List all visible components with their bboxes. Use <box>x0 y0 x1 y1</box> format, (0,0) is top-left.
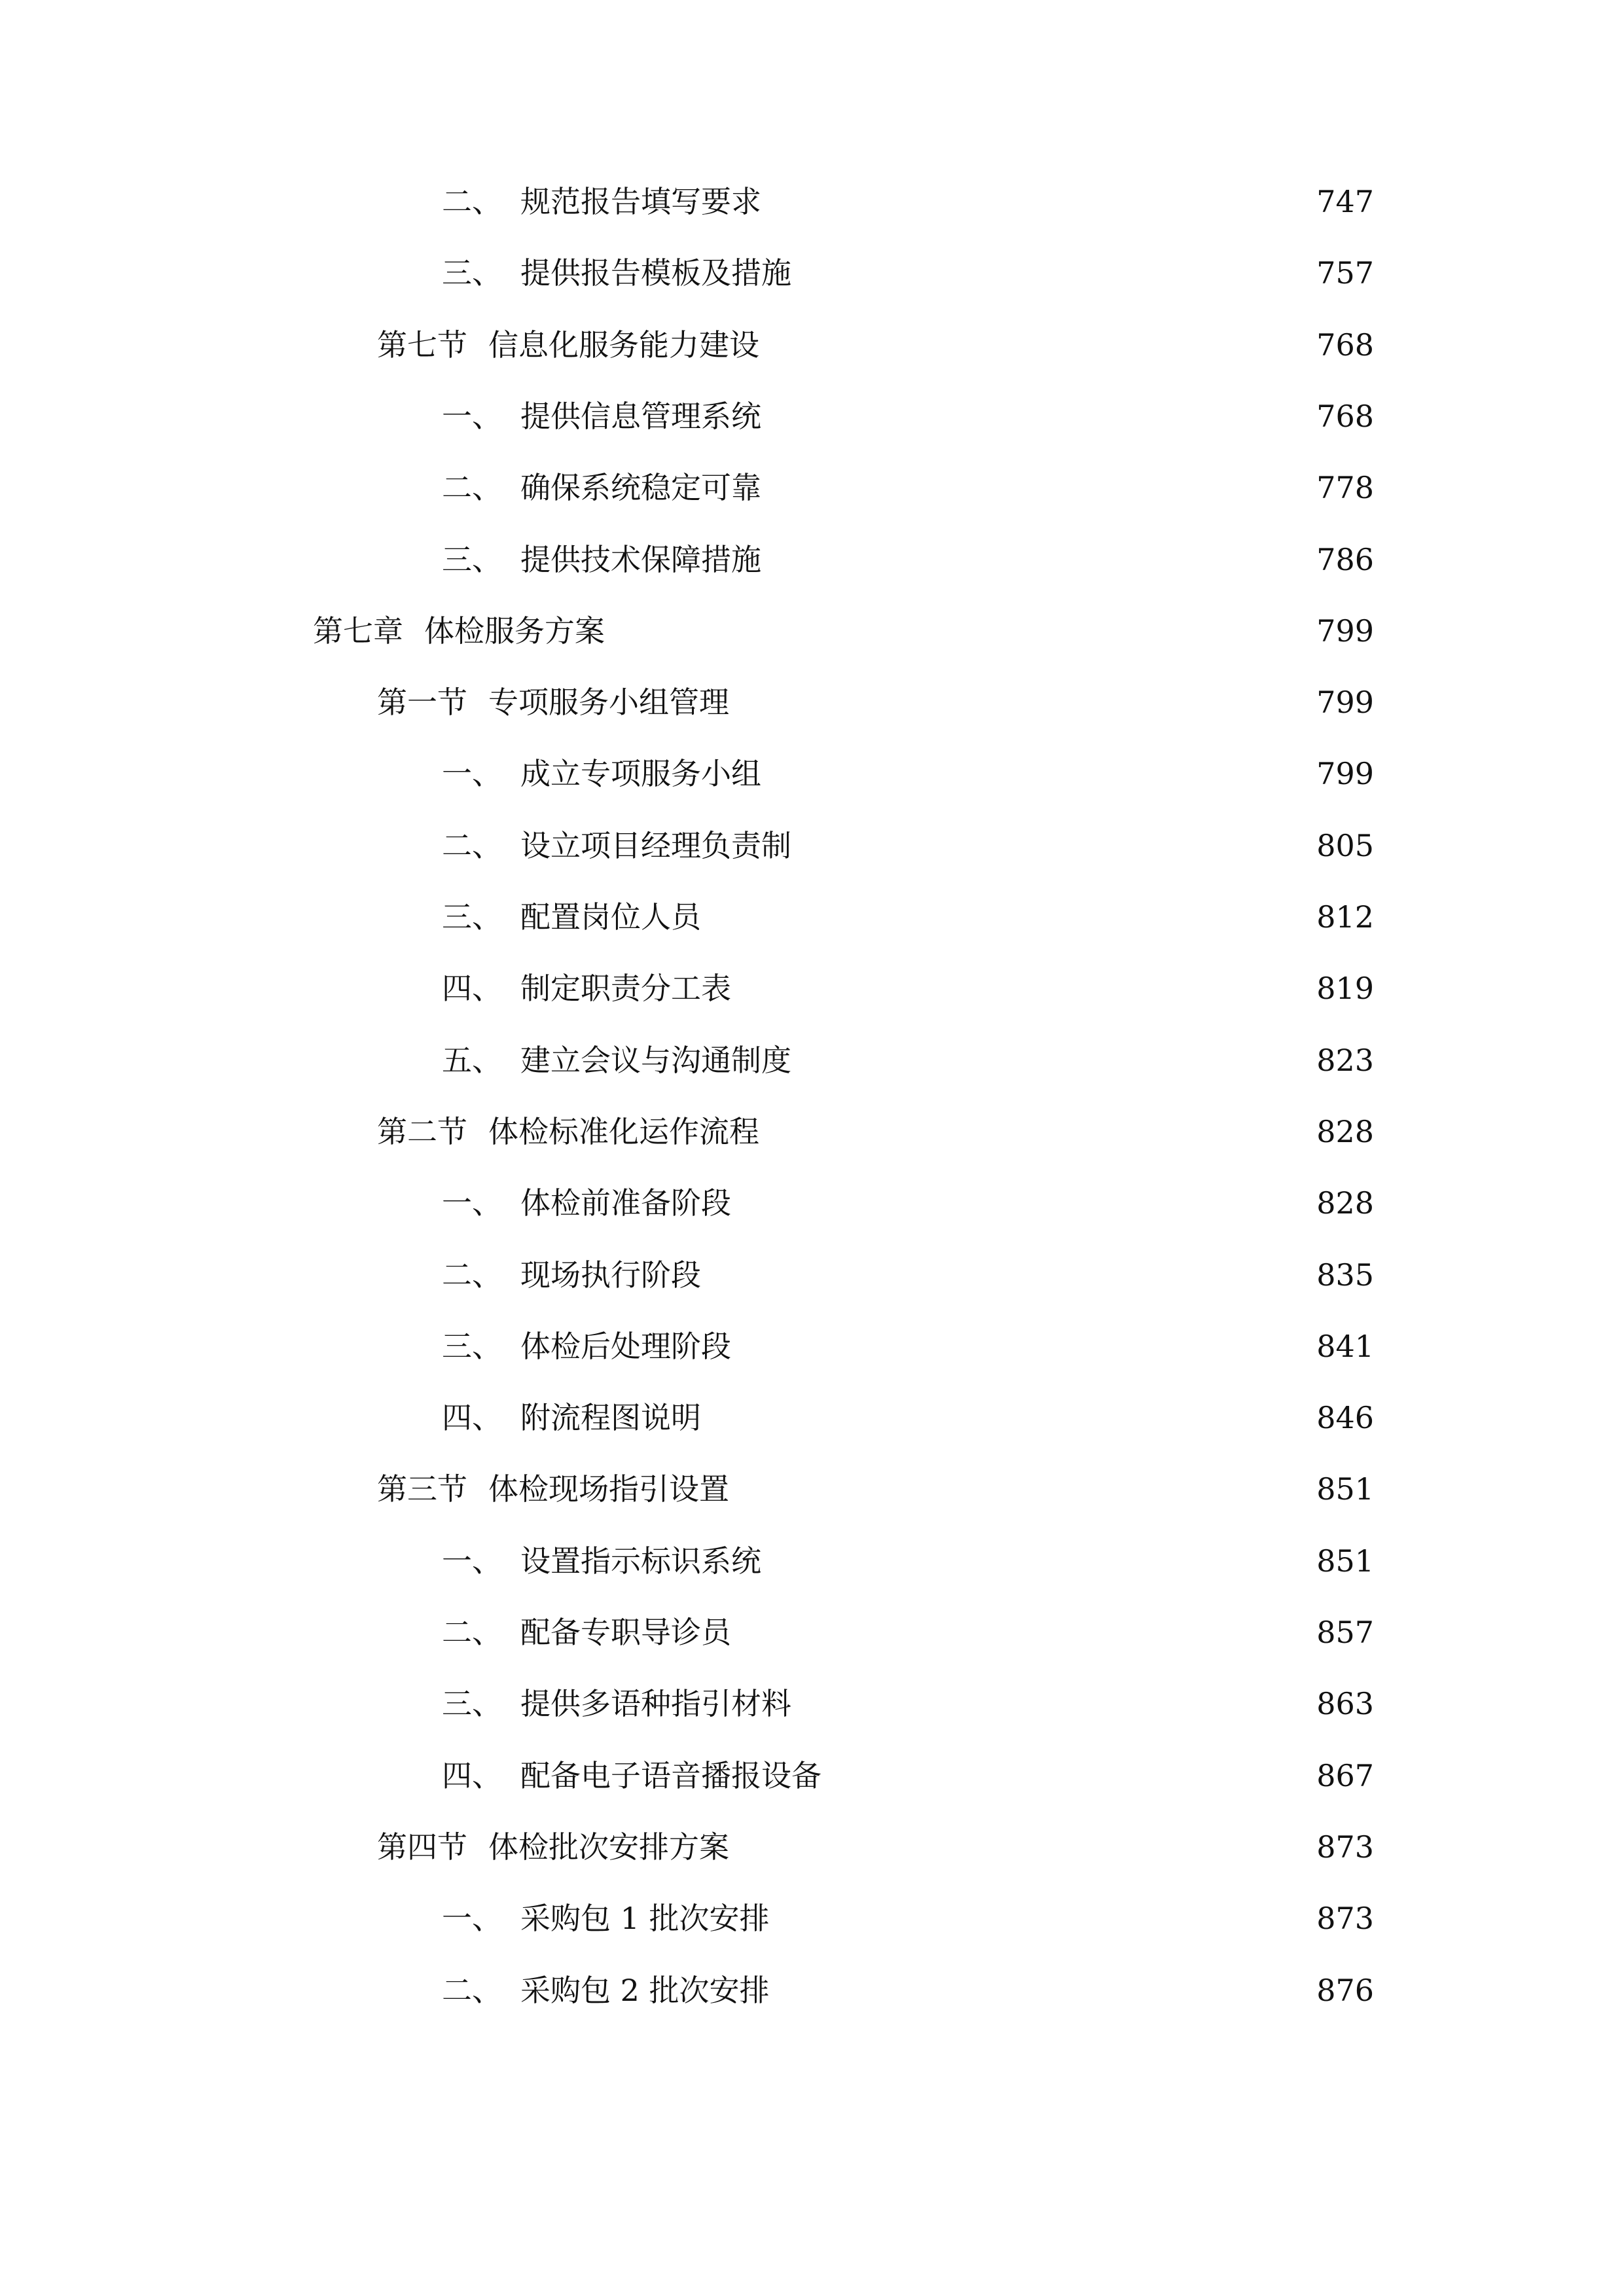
dot-leader <box>776 1892 1297 1945</box>
toc-entry-page-number: 841 <box>1316 1328 1374 1364</box>
dot-leader <box>768 461 1297 514</box>
toc-entry-title: 采购包 1 批次安排 <box>520 1901 770 1937</box>
toc-entry-label <box>442 1677 791 1730</box>
toc-entry-title: 成立专项服务小组 <box>520 756 761 792</box>
toc-entry-label <box>442 891 701 943</box>
toc-entry-item[interactable] <box>442 891 1374 943</box>
toc-entry-page-number: 846 <box>1316 1400 1374 1436</box>
toc-entry-page-number: 786 <box>1316 541 1374 577</box>
dot-leader <box>738 1177 1297 1229</box>
toc-entry-page-number: 747 <box>1316 184 1374 219</box>
toc-entry-item[interactable] <box>442 247 1374 299</box>
dot-leader <box>766 1105 1297 1158</box>
dot-leader <box>768 747 1297 800</box>
dot-leader <box>611 605 1297 657</box>
toc-entry-label <box>377 1105 759 1158</box>
toc-entry-title: 现场执行阶段 <box>520 1257 701 1293</box>
toc-entry-label <box>442 1034 791 1086</box>
toc-entry-label <box>442 1249 701 1301</box>
toc-entry-label <box>442 1391 701 1444</box>
toc-entry-label <box>442 461 761 514</box>
toc-entry-item[interactable] <box>442 819 1374 872</box>
toc-entry-title: 提供多语种指引材料 <box>520 1686 791 1722</box>
toc-entry-page-number: 823 <box>1316 1042 1374 1078</box>
toc-entry-number: 一、 <box>442 756 502 792</box>
toc-entry-title: 设置指示标识系统 <box>520 1543 761 1579</box>
toc-entry-title: 体检现场指引设置 <box>488 1471 729 1507</box>
dot-leader <box>708 1249 1297 1301</box>
toc-entry-title: 提供报告模板及措施 <box>520 255 791 291</box>
toc-entry-number: 第七节 <box>377 327 467 363</box>
toc-entry-title: 体检服务方案 <box>424 613 605 649</box>
toc-entry-section[interactable] <box>377 1463 1374 1515</box>
toc-entry-title: 附流程图说明 <box>520 1400 701 1436</box>
dot-leader <box>708 891 1297 943</box>
toc-entry-label <box>442 1749 821 1802</box>
toc-entry-item[interactable] <box>442 533 1374 586</box>
toc-entry-number: 四、 <box>442 971 502 1007</box>
toc-entry-title: 体检前准备阶段 <box>520 1185 731 1221</box>
toc-entry-title: 体检后处理阶段 <box>520 1328 731 1364</box>
dot-leader <box>798 819 1297 872</box>
toc-entry-label <box>377 1463 729 1515</box>
toc-entry-label <box>442 747 761 800</box>
toc-entry-title: 设立项目经理负责制 <box>520 827 791 863</box>
dot-leader <box>736 676 1297 728</box>
toc-entry-title: 提供信息管理系统 <box>520 398 761 434</box>
toc-entry-item[interactable] <box>442 461 1374 514</box>
toc-entry-label <box>442 819 791 872</box>
toc-entry-page-number: 819 <box>1316 971 1374 1007</box>
toc-entry-page-number: 757 <box>1316 255 1374 291</box>
toc-entry-number: 四、 <box>442 1757 502 1793</box>
toc-entry-number: 第二节 <box>377 1113 467 1149</box>
toc-entry-page-number: 828 <box>1316 1185 1374 1221</box>
toc-entry-number: 四、 <box>442 1400 502 1436</box>
toc-entry-number: 五、 <box>442 1042 502 1078</box>
toc-entry-item[interactable] <box>442 1177 1374 1229</box>
dot-leader <box>708 1391 1297 1444</box>
toc-entry-section[interactable] <box>377 1821 1374 1873</box>
dot-leader <box>768 1535 1297 1587</box>
toc-entry-item[interactable] <box>442 1535 1374 1587</box>
toc-entry-title: 信息化服务能力建设 <box>488 327 759 363</box>
toc-entry-label <box>442 1964 770 2017</box>
toc-entry-number: 三、 <box>442 1328 502 1364</box>
toc-entry-number: 一、 <box>442 1543 502 1579</box>
toc-entry-title: 配备专职导诊员 <box>520 1615 731 1650</box>
toc-entry-number: 一、 <box>442 1185 502 1221</box>
dot-leader <box>768 533 1297 586</box>
toc-entry-number: 一、 <box>442 398 502 434</box>
toc-entry-page-number: 799 <box>1316 613 1374 649</box>
dot-leader <box>768 390 1297 442</box>
toc-entry-label <box>442 247 791 299</box>
toc-entry-page-number: 863 <box>1316 1686 1374 1722</box>
dot-leader <box>738 962 1297 1014</box>
toc-entry-item[interactable] <box>442 390 1374 442</box>
toc-entry-page-number: 873 <box>1316 1829 1374 1865</box>
toc-entry-section[interactable] <box>377 676 1374 728</box>
toc-entry-label <box>377 319 759 371</box>
dot-leader <box>828 1749 1297 1802</box>
toc-entry-section[interactable] <box>377 1105 1374 1158</box>
toc-entry-label <box>442 1177 731 1229</box>
toc-entry-item[interactable] <box>442 1606 1374 1659</box>
dot-leader <box>768 175 1297 228</box>
dot-leader <box>736 1463 1297 1515</box>
toc-entry-title: 专项服务小组管理 <box>488 685 729 721</box>
toc-entry-label <box>442 962 731 1014</box>
toc-entry-number: 二、 <box>442 827 502 863</box>
toc-entry-item[interactable] <box>442 1249 1374 1301</box>
toc-entry-page-number: 799 <box>1316 756 1374 792</box>
toc-entry-number: 第七章 <box>313 613 403 649</box>
toc-entry-page-number: 812 <box>1316 899 1374 935</box>
dot-leader <box>776 1964 1297 2017</box>
toc-entry-item[interactable] <box>442 1964 1374 2017</box>
dot-leader <box>736 1821 1297 1873</box>
toc-entry-page-number: 873 <box>1316 1901 1374 1937</box>
toc-entry-number: 一、 <box>442 1901 502 1937</box>
toc-entry-item[interactable] <box>442 1320 1374 1372</box>
toc-entry-label <box>442 1320 731 1372</box>
dot-leader <box>798 247 1297 299</box>
toc-entry-page-number: 828 <box>1316 1113 1374 1149</box>
toc-entry-title: 制定职责分工表 <box>520 971 731 1007</box>
toc-entry-title: 提供技术保障措施 <box>520 541 761 577</box>
toc-entry-page-number: 857 <box>1316 1615 1374 1650</box>
toc-entry-title: 建立会议与沟通制度 <box>520 1042 791 1078</box>
toc-entry-item[interactable] <box>442 962 1374 1014</box>
dot-leader <box>798 1677 1297 1730</box>
dot-leader <box>738 1606 1297 1659</box>
toc-entry-number: 二、 <box>442 1257 502 1293</box>
toc-entry-item[interactable] <box>442 1892 1374 1945</box>
dot-leader <box>738 1320 1297 1372</box>
toc-entry-label <box>313 605 605 657</box>
toc-entry-number: 第四节 <box>377 1829 467 1865</box>
toc-entry-item[interactable] <box>442 747 1374 800</box>
toc-entry-title: 体检标准化运作流程 <box>488 1113 759 1149</box>
dot-leader <box>766 319 1297 371</box>
toc-entry-label <box>377 1821 729 1873</box>
toc-entry-page-number: 835 <box>1316 1257 1374 1293</box>
toc-entry-page-number: 851 <box>1316 1543 1374 1579</box>
toc-entry-page-number: 778 <box>1316 470 1374 506</box>
toc-entry-item[interactable] <box>442 1749 1374 1802</box>
toc-entry-label <box>442 533 761 586</box>
toc-entry-number: 二、 <box>442 470 502 506</box>
toc-entry-label <box>442 390 761 442</box>
toc-entry-number: 三、 <box>442 255 502 291</box>
toc-entry-title: 配置岗位人员 <box>520 899 701 935</box>
toc-entry-title: 体检批次安排方案 <box>488 1829 729 1865</box>
toc-entry-page-number: 805 <box>1316 827 1374 863</box>
toc-entry-chapter[interactable] <box>313 605 1374 657</box>
dot-leader <box>798 1034 1297 1086</box>
toc-entry-title: 采购包 2 批次安排 <box>520 1972 770 2008</box>
toc-entry-page-number: 799 <box>1316 685 1374 721</box>
toc-entry-number: 二、 <box>442 1972 502 2008</box>
toc-entry-page-number: 768 <box>1316 327 1374 363</box>
toc-entry-number: 第三节 <box>377 1471 467 1507</box>
toc-entry-item[interactable] <box>442 175 1374 228</box>
toc-entry-page-number: 851 <box>1316 1471 1374 1507</box>
toc-entry-number: 二、 <box>442 184 502 219</box>
toc-entry-title: 确保系统稳定可靠 <box>520 470 761 506</box>
toc-entry-number: 三、 <box>442 899 502 935</box>
toc-entry-title: 规范报告填写要求 <box>520 184 761 219</box>
toc-entry-label <box>442 175 761 228</box>
toc-entry-number: 三、 <box>442 541 502 577</box>
toc-entry-label <box>442 1606 731 1659</box>
toc-entry-item[interactable] <box>442 1391 1374 1444</box>
toc-entry-item[interactable] <box>442 1034 1374 1086</box>
toc-entry-number: 二、 <box>442 1615 502 1650</box>
toc-entry-number: 第一节 <box>377 685 467 721</box>
toc-entry-label <box>442 1535 761 1587</box>
toc-entry-page-number: 768 <box>1316 398 1374 434</box>
toc-entry-page-number: 876 <box>1316 1972 1374 2008</box>
toc-entry-page-number: 867 <box>1316 1757 1374 1793</box>
toc-entry-item[interactable] <box>442 1677 1374 1730</box>
toc-entry-section[interactable] <box>377 319 1374 371</box>
toc-entry-title: 配备电子语音播报设备 <box>520 1757 821 1793</box>
toc-entry-label <box>442 1892 770 1945</box>
toc-entry-label <box>377 676 729 728</box>
toc-entry-number: 三、 <box>442 1686 502 1722</box>
